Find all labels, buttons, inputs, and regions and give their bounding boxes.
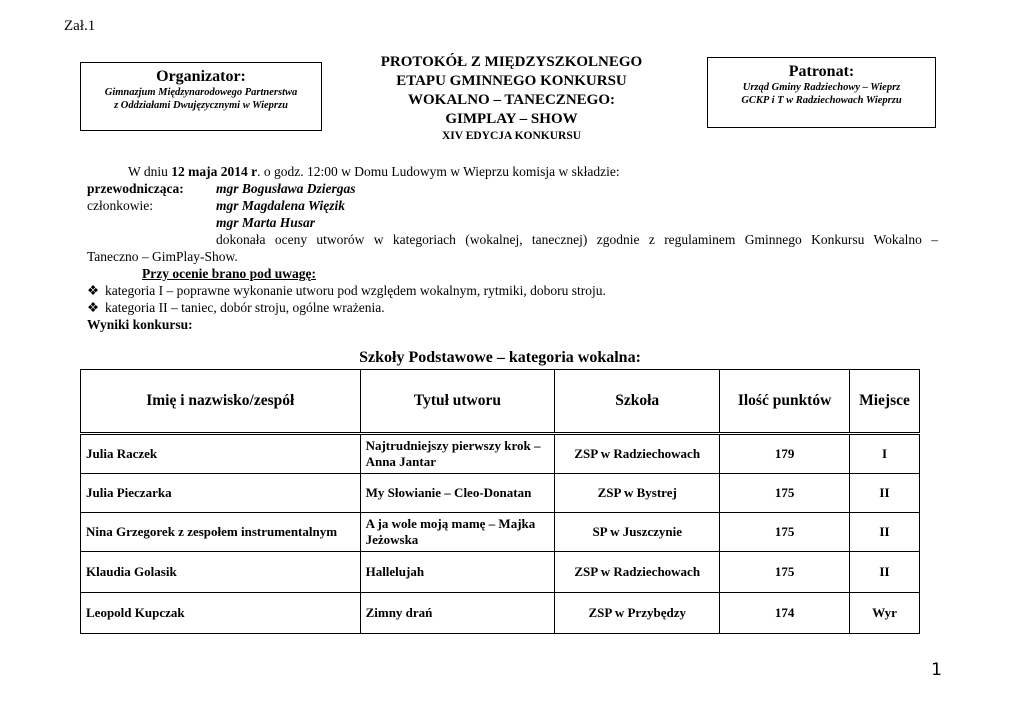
- member-name: mgr Magdalena Więzik: [216, 198, 346, 213]
- organizer-title: Organizator:: [156, 68, 246, 85]
- results-table: [80, 369, 920, 634]
- points-cell: 179: [720, 434, 850, 474]
- chair-name: mgr Bogusława Dziergas: [216, 181, 356, 196]
- school-cell: SP w Juszczynie: [555, 513, 720, 552]
- points-cell: 174: [720, 593, 850, 634]
- column-header: Miejsce: [849, 370, 919, 434]
- participant-cell: Julia Pieczarka: [81, 474, 361, 513]
- organizer-line-1: Gimnazjum Międzynarodowego Partnerstwa: [104, 87, 298, 98]
- criteria-item: [87, 299, 385, 316]
- criteria-text: kategoria I – poprawne wykonanie utworu pod względem wokalnym, rytmiki, doboru stroju.: [105, 283, 606, 298]
- points-cell: 175: [720, 474, 850, 513]
- song-cell: My Słowianie – Cleo-Donatan: [360, 474, 555, 513]
- intro-paragraph: [128, 163, 620, 180]
- place-cell: II: [849, 513, 919, 552]
- song-cell: Zimny drań: [360, 593, 555, 634]
- criteria-text: kategoria II – taniec, dobór stroju, ogólne wrażenia.: [105, 300, 385, 315]
- intro-pre: W dniu: [128, 164, 172, 179]
- intro-date: 12 maja 2014 r: [171, 164, 258, 179]
- title-line-4: GIMPLAY – SHOW: [445, 111, 578, 127]
- patron-title: Patronat:: [788, 63, 855, 80]
- members-label: członkowie:: [87, 198, 153, 213]
- table-row: [81, 474, 920, 513]
- song-cell: A ja wole moją mamę – Majka Jeżowska: [360, 513, 555, 552]
- participant-cell: Nina Grzegorek z zespołem instrumentalnym: [81, 513, 361, 552]
- attachment-label: Zał.1: [64, 18, 96, 34]
- patron-line-2: GCKP i T w Radziechowach Wieprzu: [741, 95, 902, 106]
- school-cell: ZSP w Przybędzy: [555, 593, 720, 634]
- place-cell: I: [849, 434, 919, 474]
- title-line-1: PROTOKÓŁ Z MIĘDZYSZKOLNEGO: [380, 54, 643, 70]
- song-cell: Najtrudniejszy pierwszy krok – Anna Jantar: [360, 434, 555, 474]
- organizer-line-2: z Oddziałami Dwujęzycznymi w Wieprzu: [114, 100, 288, 111]
- column-header: Szkoła: [555, 370, 720, 434]
- page-number: 1: [931, 660, 942, 680]
- song-cell: Hallelujah: [360, 552, 555, 593]
- patron-box: [707, 57, 936, 128]
- column-header: Imię i nazwisko/zespół: [81, 370, 361, 434]
- evaluation-line-2: Taneczno – GimPlay-Show.: [87, 249, 238, 264]
- participant-cell: Klaudia Golasik: [81, 552, 361, 593]
- place-cell: II: [849, 552, 919, 593]
- patron-line-1: Urząd Gminy Radziechowy – Wieprz: [742, 82, 901, 93]
- place-cell: Wyr: [849, 593, 919, 634]
- table-row: [81, 552, 920, 593]
- bullet-icon: ❖: [87, 283, 100, 298]
- table-row: [81, 434, 920, 474]
- chair-label: przewodnicząca:: [87, 181, 184, 196]
- participant-cell: Leopold Kupczak: [81, 593, 361, 634]
- document-title: [330, 53, 693, 144]
- organizer-box: [80, 62, 322, 131]
- title-line-2: ETAPU GMINNEGO KONKURSU: [396, 73, 627, 89]
- intro-post: . o godz. 12:00 w Domu Ludowym w Wieprzu komisja w składzie:: [257, 164, 620, 179]
- table-title: Szkoły Podstawowe – kategoria wokalna:: [359, 349, 641, 366]
- evaluation-line-1: dokonała oceny utworów w kategoriach (wokalnej, tanecznej) zgodnie z regulaminem Gminnego Konkursu Wokalno –: [216, 232, 938, 247]
- criteria-item: [87, 282, 606, 299]
- table-row: [81, 593, 920, 634]
- column-header: Tytuł utworu: [360, 370, 555, 434]
- school-cell: ZSP w Bystrej: [555, 474, 720, 513]
- member-name: mgr Marta Husar: [216, 215, 316, 230]
- bullet-icon: ❖: [87, 300, 100, 315]
- school-cell: ZSP w Radziechowach: [555, 434, 720, 474]
- points-cell: 175: [720, 552, 850, 593]
- edition-label: XIV EDYCJA KONKURSU: [441, 130, 582, 142]
- participant-cell: Julia Raczek: [81, 434, 361, 474]
- criteria-heading: Przy ocenie brano pod uwagę:: [142, 266, 316, 281]
- place-cell: II: [849, 474, 919, 513]
- school-cell: ZSP w Radziechowach: [555, 552, 720, 593]
- table-header-row: [81, 370, 920, 434]
- title-line-3: WOKALNO – TANECZNEGO:: [408, 92, 615, 108]
- points-cell: 175: [720, 513, 850, 552]
- results-heading: Wyniki konkursu:: [87, 317, 193, 332]
- column-header: Ilość punktów: [720, 370, 850, 434]
- table-row: [81, 513, 920, 552]
